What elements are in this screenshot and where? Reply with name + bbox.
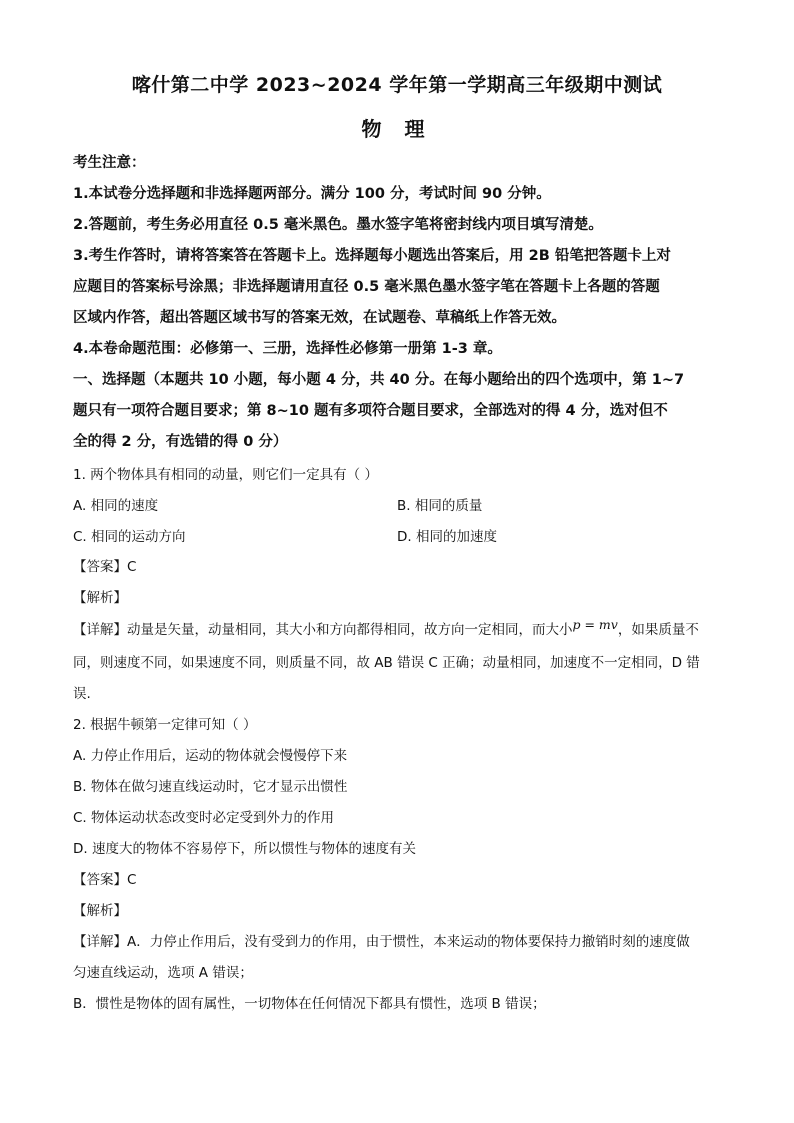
notes-heading: 考生注意： — [73, 155, 146, 171]
answer-label: 【答案】 — [73, 559, 127, 575]
detail-text: A．力停止作用后，没有受到力的作用，由于惯性，本来运动的物体要保持力撤销时刻的速度做 — [127, 934, 690, 950]
exam-title: 喀什第二中学 2023~2024 学年第一学期高三年级期中测试 — [131, 74, 663, 96]
q1-detail-line-2: 同，则速度不同，如果速度不同，则质量不同，故 AB 错误 C 正确；动量相同，加速度不一定相同，D 错 — [73, 655, 700, 671]
note-item-3-cont2: 区域内作答，超出答题区域书写的答案无效，在试题卷、草稿纸上作答无效。 — [73, 310, 566, 326]
subject-title: 物 理 — [361, 117, 433, 141]
detail-label: 【详解】 — [73, 622, 127, 638]
q2-analysis-label: 【解析】 — [73, 903, 127, 919]
q1-option-a: A. 相同的速度 — [73, 498, 159, 514]
q2-option-b: B. 物体在做匀速直线运动时，它才显示出惯性 — [73, 779, 348, 795]
detail-text: 动量是矢量，动量相同，其大小和方向都得相同，故方向一定相同，而大小 — [127, 622, 573, 638]
detail-label: 【详解】 — [73, 934, 127, 950]
note-item-1: 1.本试卷分选择题和非选择题两部分。满分 100 分，考试时间 90 分钟。 — [73, 186, 551, 202]
momentum-formula: p = mv — [572, 617, 618, 632]
note-item-3: 3.考生作答时，请将答案答在答题卡上。选择题每小题选出答案后，用 2B 铅笔把答题卡上对 — [73, 248, 671, 264]
q2-detail-line-1 — [73, 930, 733, 950]
answer-value: C — [127, 872, 137, 888]
section-heading: 一、选择题（本题共 10 小题，每小题 4 分，共 40 分。在每小题给出的四个选项中，第 1~7 — [73, 372, 685, 388]
q2-option-c: C. 物体运动状态改变时必定受到外力的作用 — [73, 810, 335, 826]
section-heading-cont2: 全的得 2 分，有选错的得 0 分） — [73, 434, 288, 450]
q2-detail-line-2: 匀速直线运动，选项 A 错误； — [73, 965, 253, 981]
q1-option-b: B. 相同的质量 — [397, 498, 483, 514]
q1-option-c: C. 相同的运动方向 — [73, 529, 186, 545]
note-item-3-cont: 应题目的答案标号涂黑；非选择题请用直径 0.5 毫米黑色墨水签字笔在答题卡上各题的答题 — [73, 279, 660, 295]
answer-value: C — [127, 559, 137, 575]
q2-option-a: A. 力停止作用后，运动的物体就会慢慢停下来 — [73, 748, 348, 764]
q2-detail-line-3: B．惯性是物体的固有属性，一切物体在任何情况下都具有惯性，选项 B 错误； — [73, 996, 546, 1012]
q2-answer — [73, 868, 733, 888]
q1-analysis-label: 【解析】 — [73, 590, 127, 606]
q2-option-d: D. 速度大的物体不容易停下，所以惯性与物体的速度有关 — [73, 841, 416, 857]
q1-detail-line-1 — [73, 618, 733, 638]
q1-option-d: D. 相同的加速度 — [397, 529, 497, 545]
q1-answer — [73, 555, 733, 575]
question-1-stem: 1. 两个物体具有相同的动量，则它们一定具有（ ） — [73, 467, 378, 483]
note-item-2: 2.答题前，考生务必用直径 0.5 毫米黑色。墨水签字笔将密封线内项目填写清楚。 — [73, 217, 603, 233]
question-2-stem: 2. 根据牛顿第一定律可知（ ） — [73, 717, 257, 733]
detail-text-cont: ，如果质量不 — [617, 622, 699, 638]
answer-label: 【答案】 — [73, 872, 127, 888]
q1-detail-line-3: 误. — [73, 686, 91, 702]
note-item-4: 4.本卷命题范围：必修第一、三册，选择性必修第一册第 1-3 章。 — [73, 341, 502, 357]
section-heading-cont: 题只有一项符合题目要求；第 8~10 题有多项符合题目要求，全部选对的得 4 分，选对但不 — [73, 403, 668, 419]
